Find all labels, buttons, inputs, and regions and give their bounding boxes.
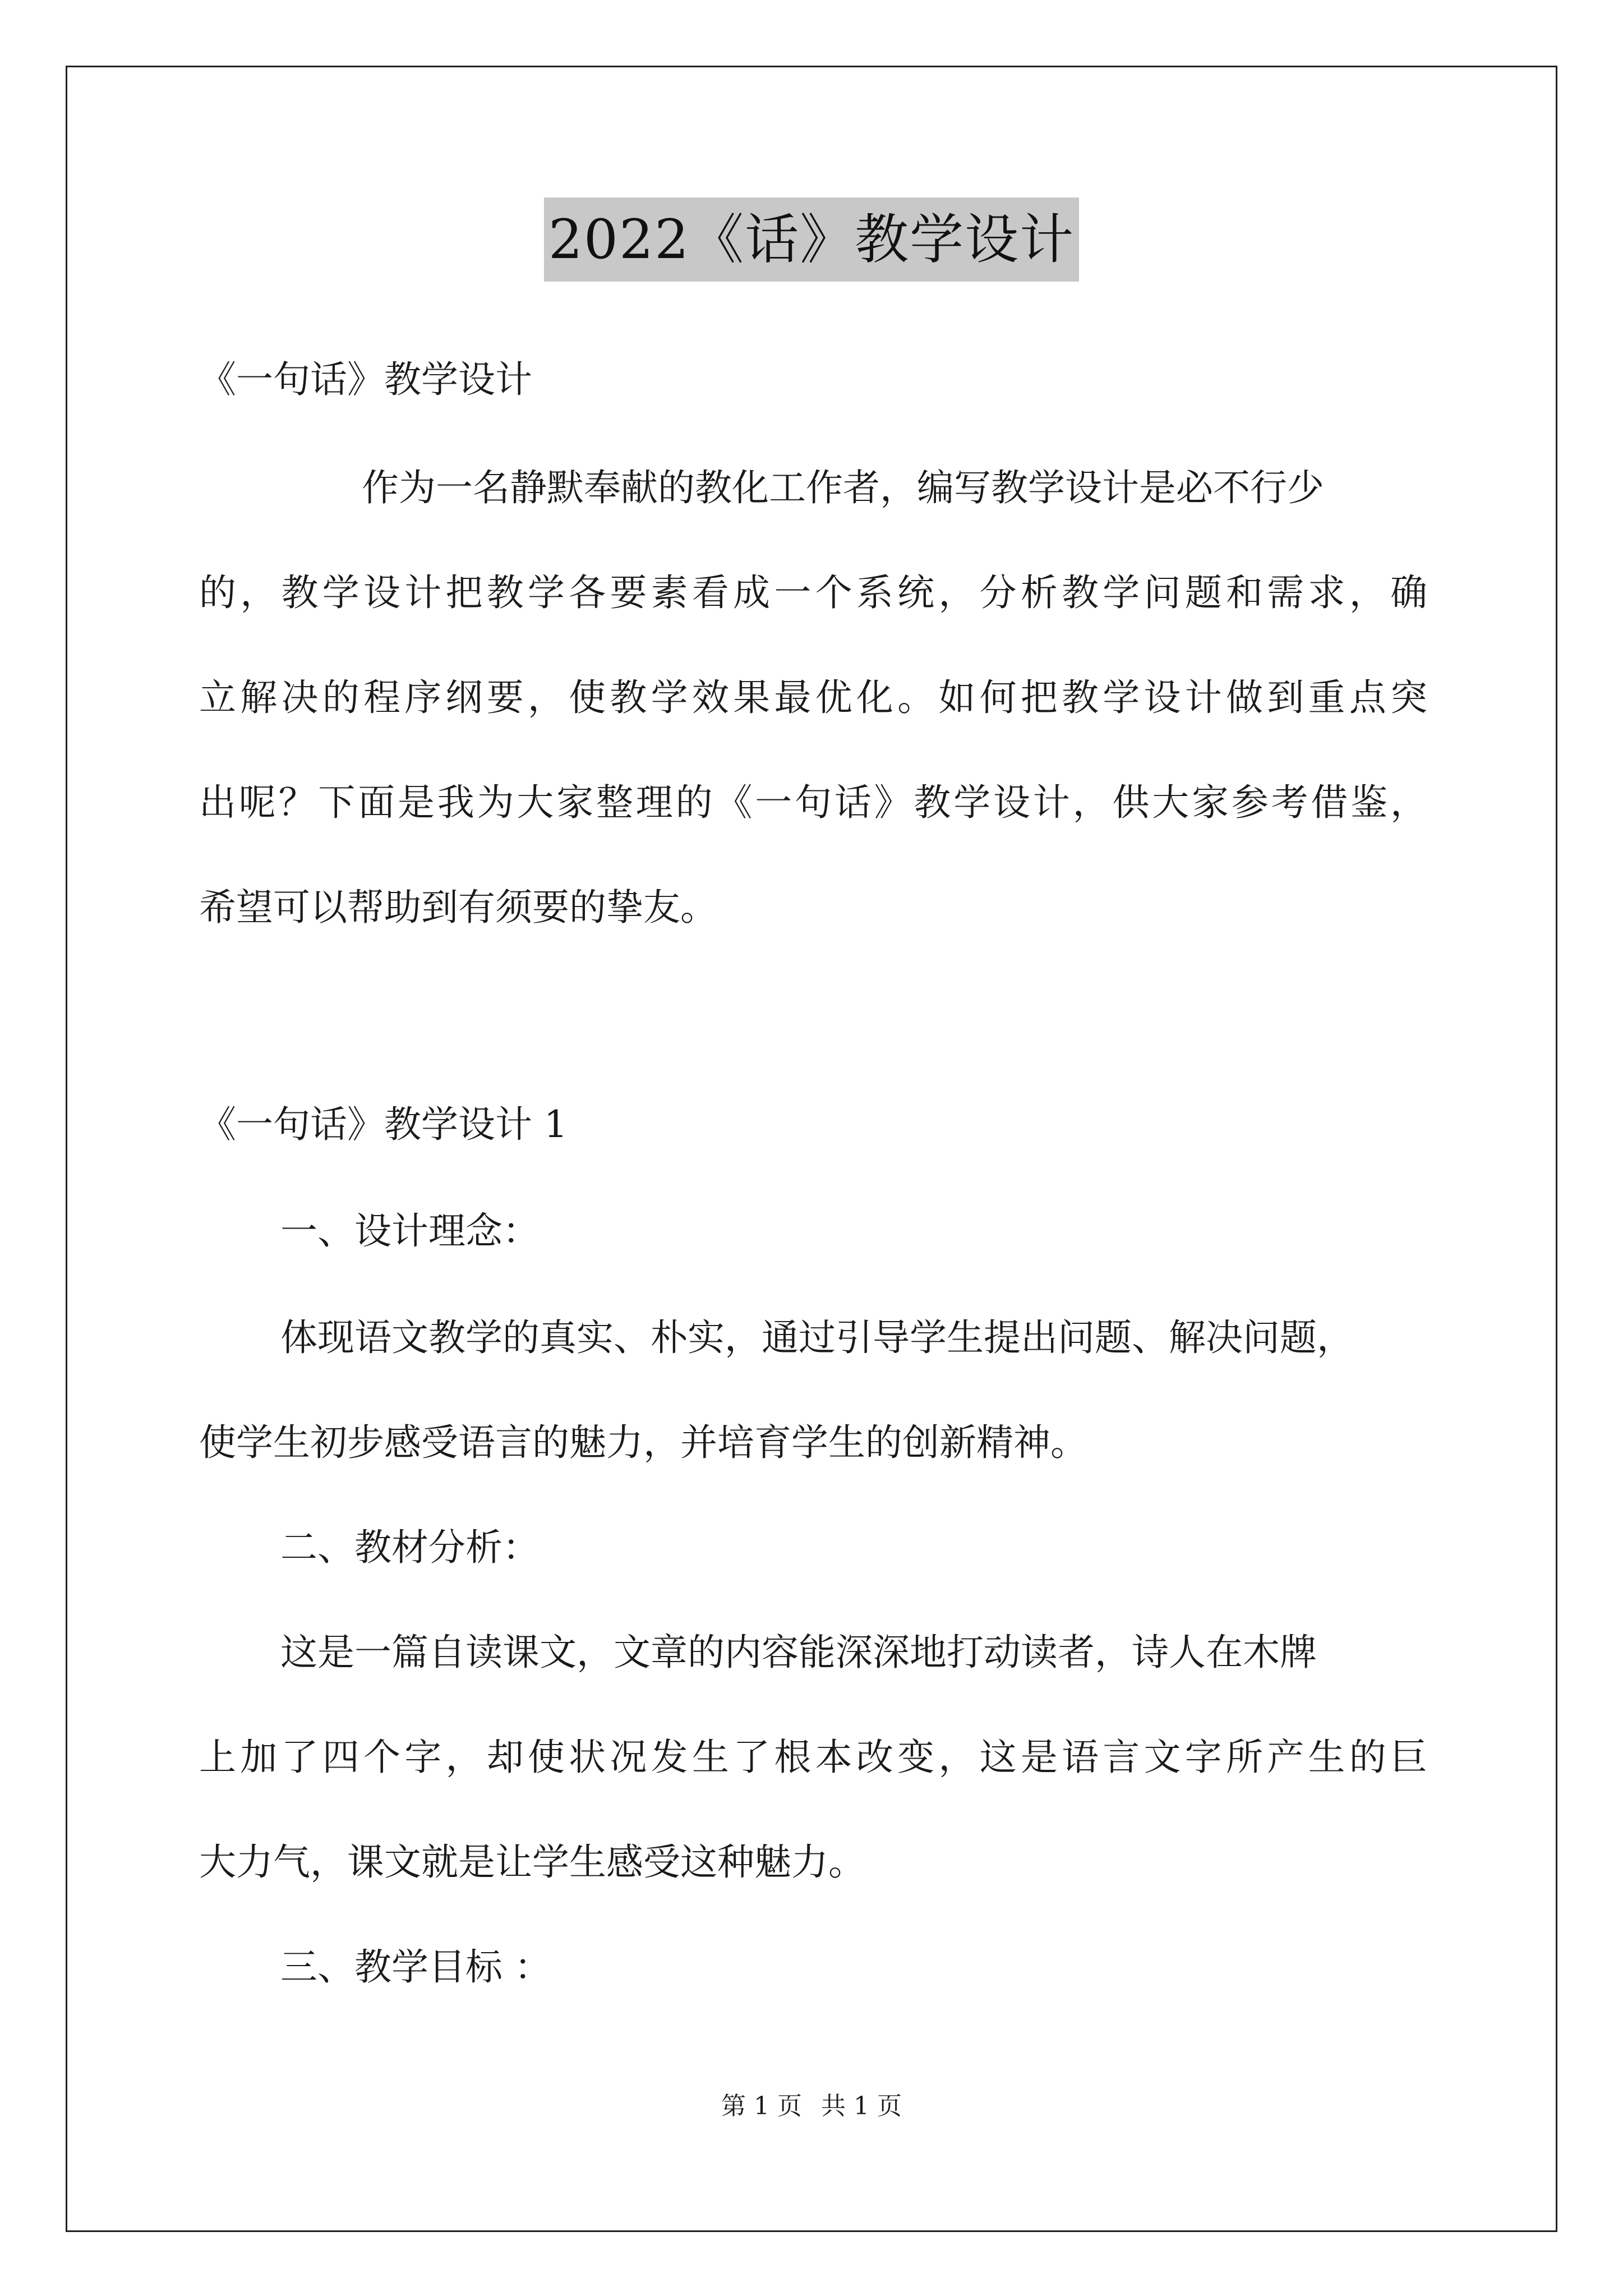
page-total: 共 1 页 [821,2092,902,2120]
intro-line-2: 的，教学设计把教学各要素看成一个系统，分析教学问题和需求，确 [199,571,1427,614]
para1-line-1: 体现语文教学的真实、朴实，通过引导学生提出问题、解决问题， [280,1316,1354,1359]
para2-line-3: 大力气，课文就是让学生感受这种魅力。 [199,1841,865,1884]
document-subtitle: 《一句话》教学设计 [199,358,532,401]
page-footer [0,2090,1623,2123]
para2-line-1: 这是一篇自读课文，文章的内容能深深地打动读者，诗人在木牌 [280,1631,1317,1674]
section-title: 《一句话》教学设计 1 [199,1103,568,1146]
title-container [0,197,1623,282]
para1-line-2: 使学生初步感受语言的魅力，并培育学生的创新精神。 [199,1421,1087,1464]
document-title: 2022《话》教学设计 [544,197,1079,282]
intro-line-3: 立解决的程序纲要，使教学效果最优化。如何把教学设计做到重点突 [199,676,1427,719]
intro-line-4: 出呢？下面是我为大家整理的《一句话》教学设计，供大家参考借鉴， [199,781,1427,824]
para2-line-2: 上加了四个字，却使状况发生了根本改变，这是语言文字所产生的巨 [199,1736,1427,1779]
heading-teaching-goals: 三、教学目标 ： [280,1945,551,1989]
heading-material-analysis: 二、教材分析： [280,1526,540,1569]
intro-line-5: 希望可以帮助到有须要的挚友。 [199,886,717,929]
heading-design-concept: 一、设计理念： [280,1209,540,1253]
page-number: 第 1 页 [721,2092,802,2120]
intro-line-1: 作为一名静默奉献的教化工作者，编写教学设计是必不行少 [362,466,1324,509]
